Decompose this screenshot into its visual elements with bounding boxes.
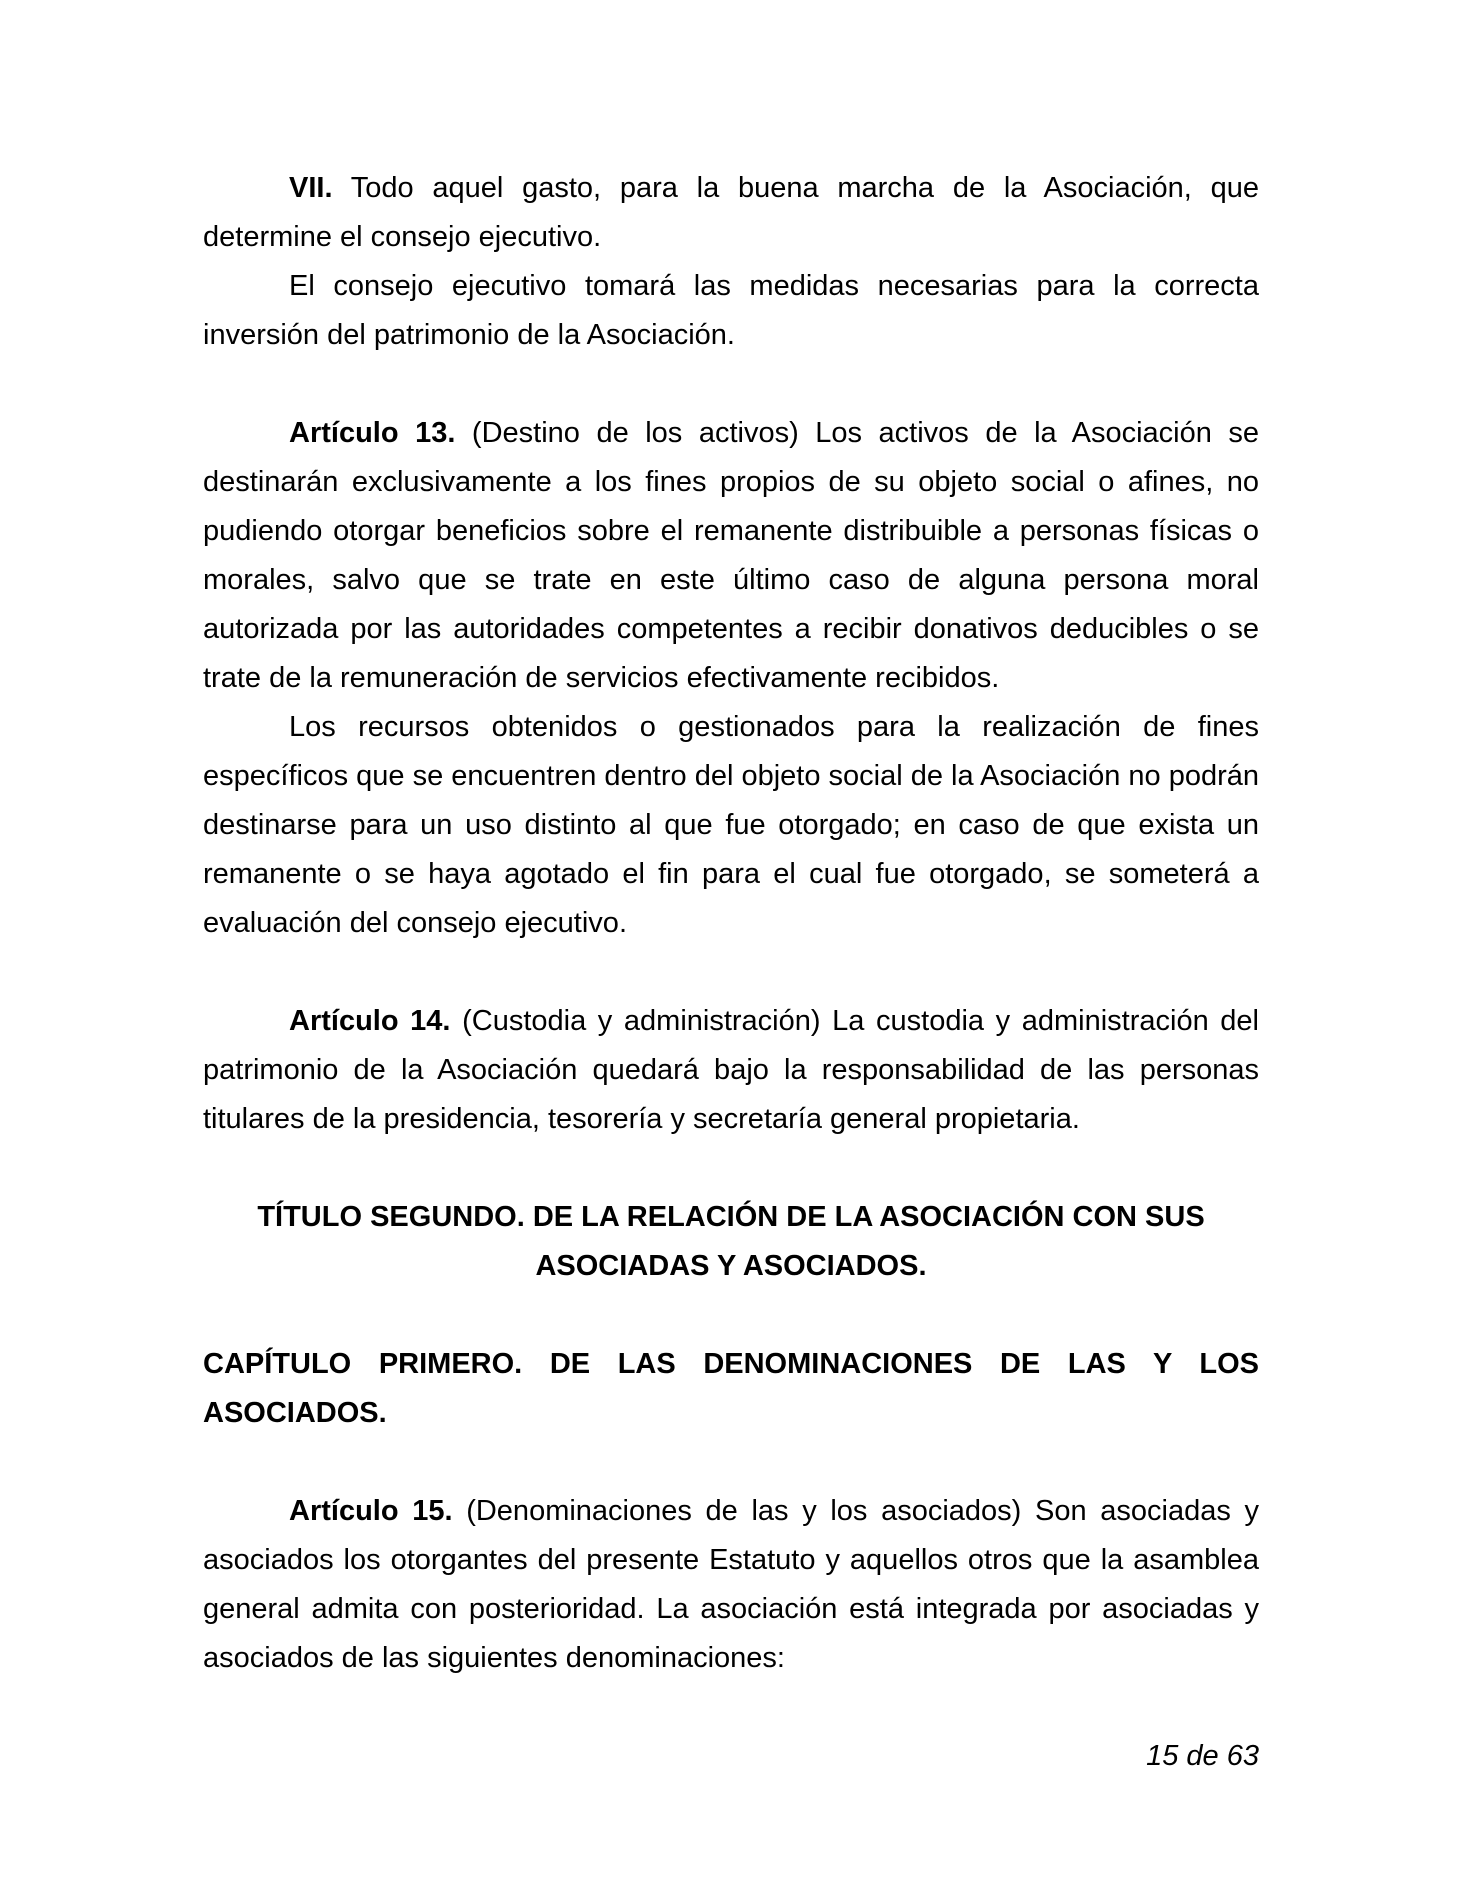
paragraph-recursos <box>203 703 1259 948</box>
articulo-14-label: Artículo 14. <box>289 1005 451 1037</box>
paragraph-consejo-inversion <box>203 262 1259 360</box>
articulo-15-text: (Denominaciones de las y los asociados) Son asociadas y asociados los otorgantes del presente Estatuto y aquellos otros que la asamblea general admita con posterioridad. La asociación está integrada por asociadas y asociados de las siguientes denominaciones: <box>203 1495 1259 1674</box>
heading-titulo-segundo: TÍTULO SEGUNDO. DE LA RELACIÓN DE LA ASOCIACIÓN CON SUS ASOCIADAS Y ASOCIADOS. <box>257 1201 1205 1282</box>
articulo-14-text: (Custodia y administración) La custodia y administración del patrimonio de la Asociación quedará bajo la responsabilidad de las personas titulares de la presidencia, tesorería y secretaría general propietaria. <box>203 1005 1259 1135</box>
articulo-13-label: Artículo 13. <box>289 417 456 449</box>
clause-vii-label: VII. <box>289 172 333 204</box>
consejo-inversion-text: El consejo ejecutivo tomará las medidas necesarias para la correcta inversión del patrimonio de la Asociación. <box>203 270 1259 351</box>
clause-vii-text: Todo aquel gasto, para la buena marcha de la Asociación, que determine el consejo ejecutivo. <box>203 172 1259 253</box>
articulo-13-text: (Destino de los activos) Los activos de la Asociación se destinarán exclusivamente a los fines propios de su objeto social o afines, no pudiendo otorgar beneficios sobre el remanente distribuible a personas físicas o morales, salvo que se trate en este último caso de alguna persona moral autorizada por las autoridades competentes a recibir donativos deducibles o se trate de la remuneración de servicios efectivamente recibidos. <box>203 417 1259 694</box>
paragraph-articulo-14 <box>203 997 1259 1144</box>
page-number: 15 de 63 <box>1146 1740 1259 1772</box>
paragraph-articulo-13 <box>203 409 1259 703</box>
paragraph-articulo-15 <box>203 1487 1259 1683</box>
paragraph-clause-vii <box>203 164 1259 262</box>
recursos-text: Los recursos obtenidos o gestionados para la realización de fines específicos que se encuentren dentro del objeto social de la Asociación no podrán destinarse para un uso distinto al que fue otorgado; en caso de que exista un remanente o se haya agotado el fin para el cual fue otorgado, se someterá a evaluación del consejo ejecutivo. <box>203 711 1259 939</box>
articulo-15-label: Artículo 15. <box>289 1495 453 1527</box>
heading-capitulo-primero: CAPÍTULO PRIMERO. DE LAS DENOMINACIONES DE LAS Y LOS ASOCIADOS. <box>203 1348 1259 1429</box>
document-content <box>203 164 1259 1683</box>
